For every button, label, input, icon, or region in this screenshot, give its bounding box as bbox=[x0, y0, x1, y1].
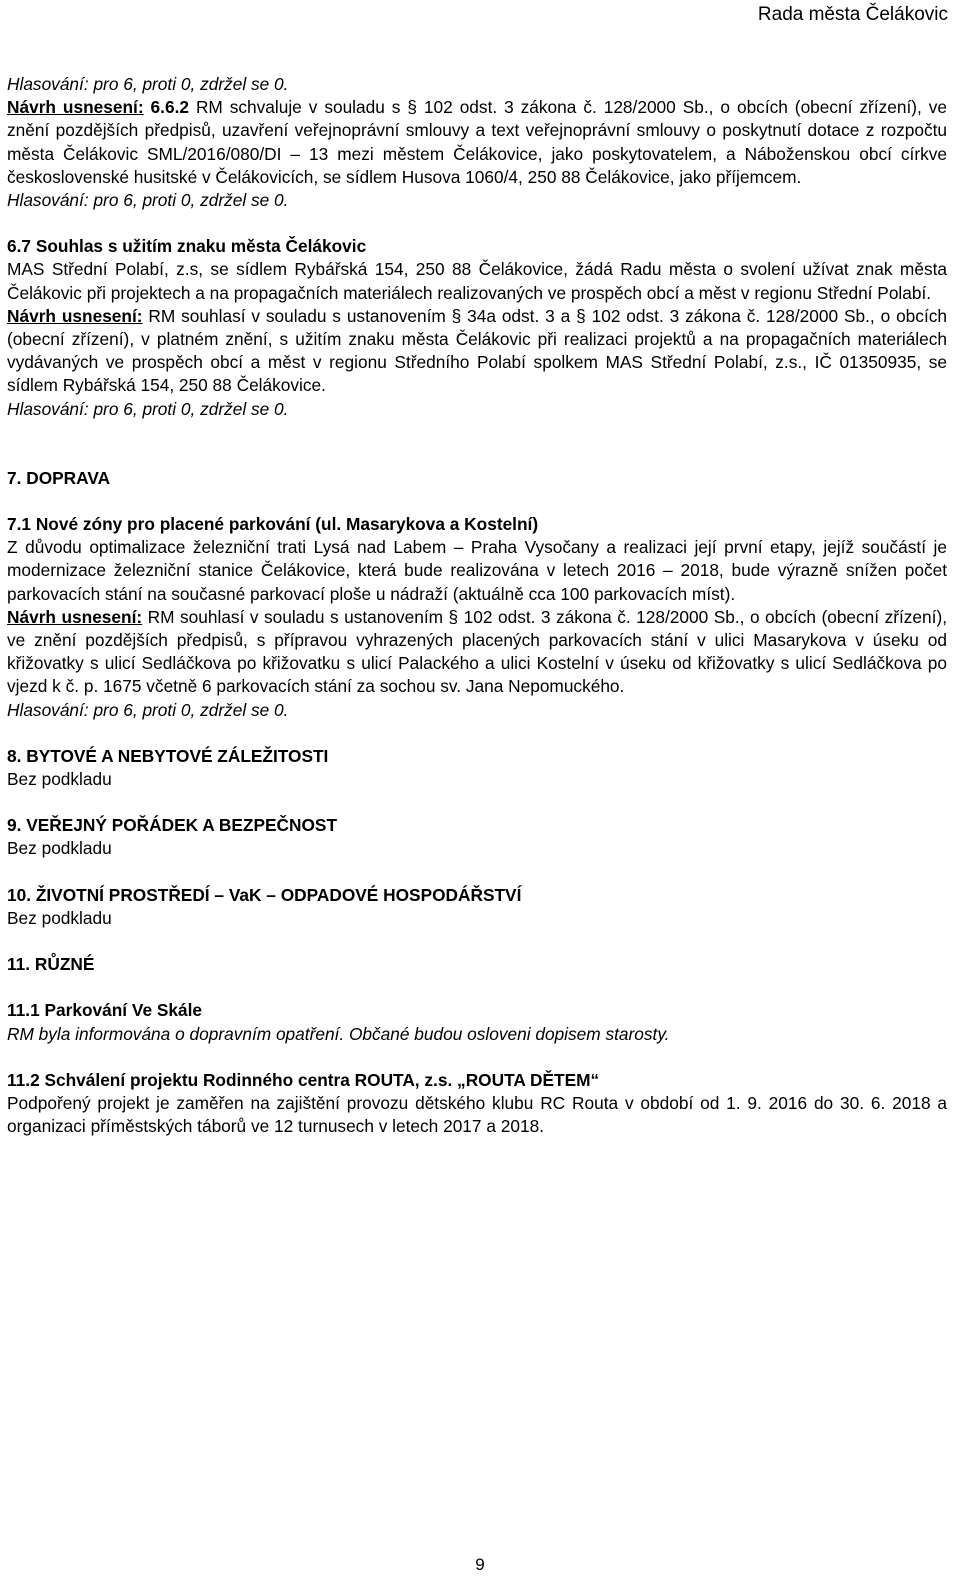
vote-result: Hlasování: pro 6, proti 0, zdržel se 0. bbox=[7, 699, 289, 720]
section-body: RM byla informována o dopravním opatření. Občané budou osloveni dopisem starosty. bbox=[7, 1023, 670, 1044]
motion-paragraph bbox=[7, 96, 947, 189]
motion-text: RM souhlasí v souladu s ustanovením § 34a odst. 3 a § 102 odst. 3 zákona č. 128/2000 Sb., o obcích (obecní zřízení), v platném znění, s užitím znaku města Čelákovic při realizaci projektů a na propagačních materiálech vydávaných ve prospěch obcí a měst v regionu Středního Polabí spolkem MAS Střední Polabí, z.s., IČ 01350935, se sídlem Rybářská 154, 250 88 Čelákovice. bbox=[7, 305, 947, 396]
section-heading-8: 8. BYTOVÉ A NEBYTOVÉ ZÁLEŽITOSTI bbox=[7, 745, 329, 766]
section-note: Bez podkladu bbox=[7, 838, 112, 859]
motion-paragraph bbox=[7, 305, 947, 398]
motion-label: Návrh usnesení: bbox=[7, 97, 144, 118]
vote-result: Hlasování: pro 6, proti 0, zdržel se 0. bbox=[7, 74, 289, 94]
document-body bbox=[7, 73, 947, 1138]
page-number: 9 bbox=[475, 1555, 485, 1574]
section-heading-9: 9. VEŘEJNÝ POŘÁDEK A BEZPEČNOST bbox=[7, 815, 338, 836]
section-heading-11-1: 11.1 Parkování Ve Skále bbox=[7, 1000, 203, 1021]
section-heading-7: 7. DOPRAVA bbox=[7, 467, 111, 488]
motion-text: RM souhlasí v souladu s ustanovením § 102 odst. 3 zákona č. 128/2000 Sb., o obcích (obecní zřízení), ve znění pozdějších předpisů, s přípravou vyhrazených placených parkovacích stání v ulici Masarykova v úseku od křižovatky s ulicí Sedláčkova po křižovatku s ulicí Palackého a ulici Kostelní v úseku od křižovatky s ulicí Sedláčkova po vjezd k č. p. 1675 včetně 6 parkovacích stání za sochou sv. Jana Nepomuckého. bbox=[7, 606, 948, 697]
section-note: Bez podkladu bbox=[7, 907, 112, 928]
section-body: MAS Střední Polabí, z.s, se sídlem Rybářská 154, 250 88 Čelákovice, žádá Radu města o svolení užívat znak města Čelákovic při projektech a na propagačních materiálech realizovaných ve prospěch obcí a měst v regionu Střední Polabí. bbox=[7, 259, 947, 303]
section-heading-10: 10. ŽIVOTNÍ PROSTŘEDÍ – VaK – ODPADOVÉ HOSPODÁŘSTVÍ bbox=[7, 884, 522, 905]
vote-result: Hlasování: pro 6, proti 0, zdržel se 0. bbox=[7, 398, 289, 419]
section-heading-11: 11. RŮZNÉ bbox=[7, 954, 95, 975]
section-heading-6-7: 6.7 Souhlas s užitím znaku města Čelákovic bbox=[7, 236, 367, 257]
running-header: Rada města Čelákovic bbox=[757, 4, 948, 25]
motion-label: Návrh usnesení: bbox=[7, 606, 143, 627]
section-note: Bez podkladu bbox=[7, 769, 112, 790]
section-body: Z důvodu optimalizace železniční trati Lysá nad Labem – Praha Vysočany a realizaci její první etapy, jejíž součástí je modernizace železniční stanice Čelákovice, která bude realizována v letech 2016 – 2018, bude výrazně snížen počet parkovacích stání na současné parkovací ploše u nádraží (aktuálně cca 100 parkovacích míst). bbox=[7, 537, 947, 604]
motion-text: RM schvaluje v souladu s § 102 odst. 3 zákona č. 128/2000 Sb., o obcích (obecní zřízení), ve znění pozdějších předpisů, uzavření veřejnoprávní smlouvy a text veřejnoprávní smlouvy o poskytnutí dotace z rozpočtu města Čelákovic SML/2016/080/DI – 13 mezi městem Čelákovice, jako poskytovatelem, a Náboženskou obcí církve československé husitské v Čelákovicích, se sídlem Husova 1060/4, 250 88 Čelákovice, jako příjemcem. bbox=[7, 97, 948, 187]
vote-result: Hlasování: pro 6, proti 0, zdržel se 0. bbox=[7, 190, 289, 211]
motion-label: Návrh usnesení: bbox=[7, 305, 143, 326]
motion-ref: 6.6.2 bbox=[150, 97, 189, 118]
motion-paragraph bbox=[7, 606, 947, 699]
section-heading-7-1: 7.1 Nové zóny pro placené parkování (ul. Masarykova a Kostelní) bbox=[7, 514, 539, 535]
section-body: Podpořený projekt je zaměřen na zajištění provozu dětského klubu RC Routa v období od 1. 9. 2016 do 30. 6. 2018 a organizaci příměstských táborů ve 12 turnusech v letech 2017 a 2018. bbox=[7, 1092, 947, 1137]
section-heading-11-2: 11.2 Schválení projektu Rodinného centra ROUTA, z.s. „ROUTA DĚTEM“ bbox=[7, 1069, 600, 1090]
